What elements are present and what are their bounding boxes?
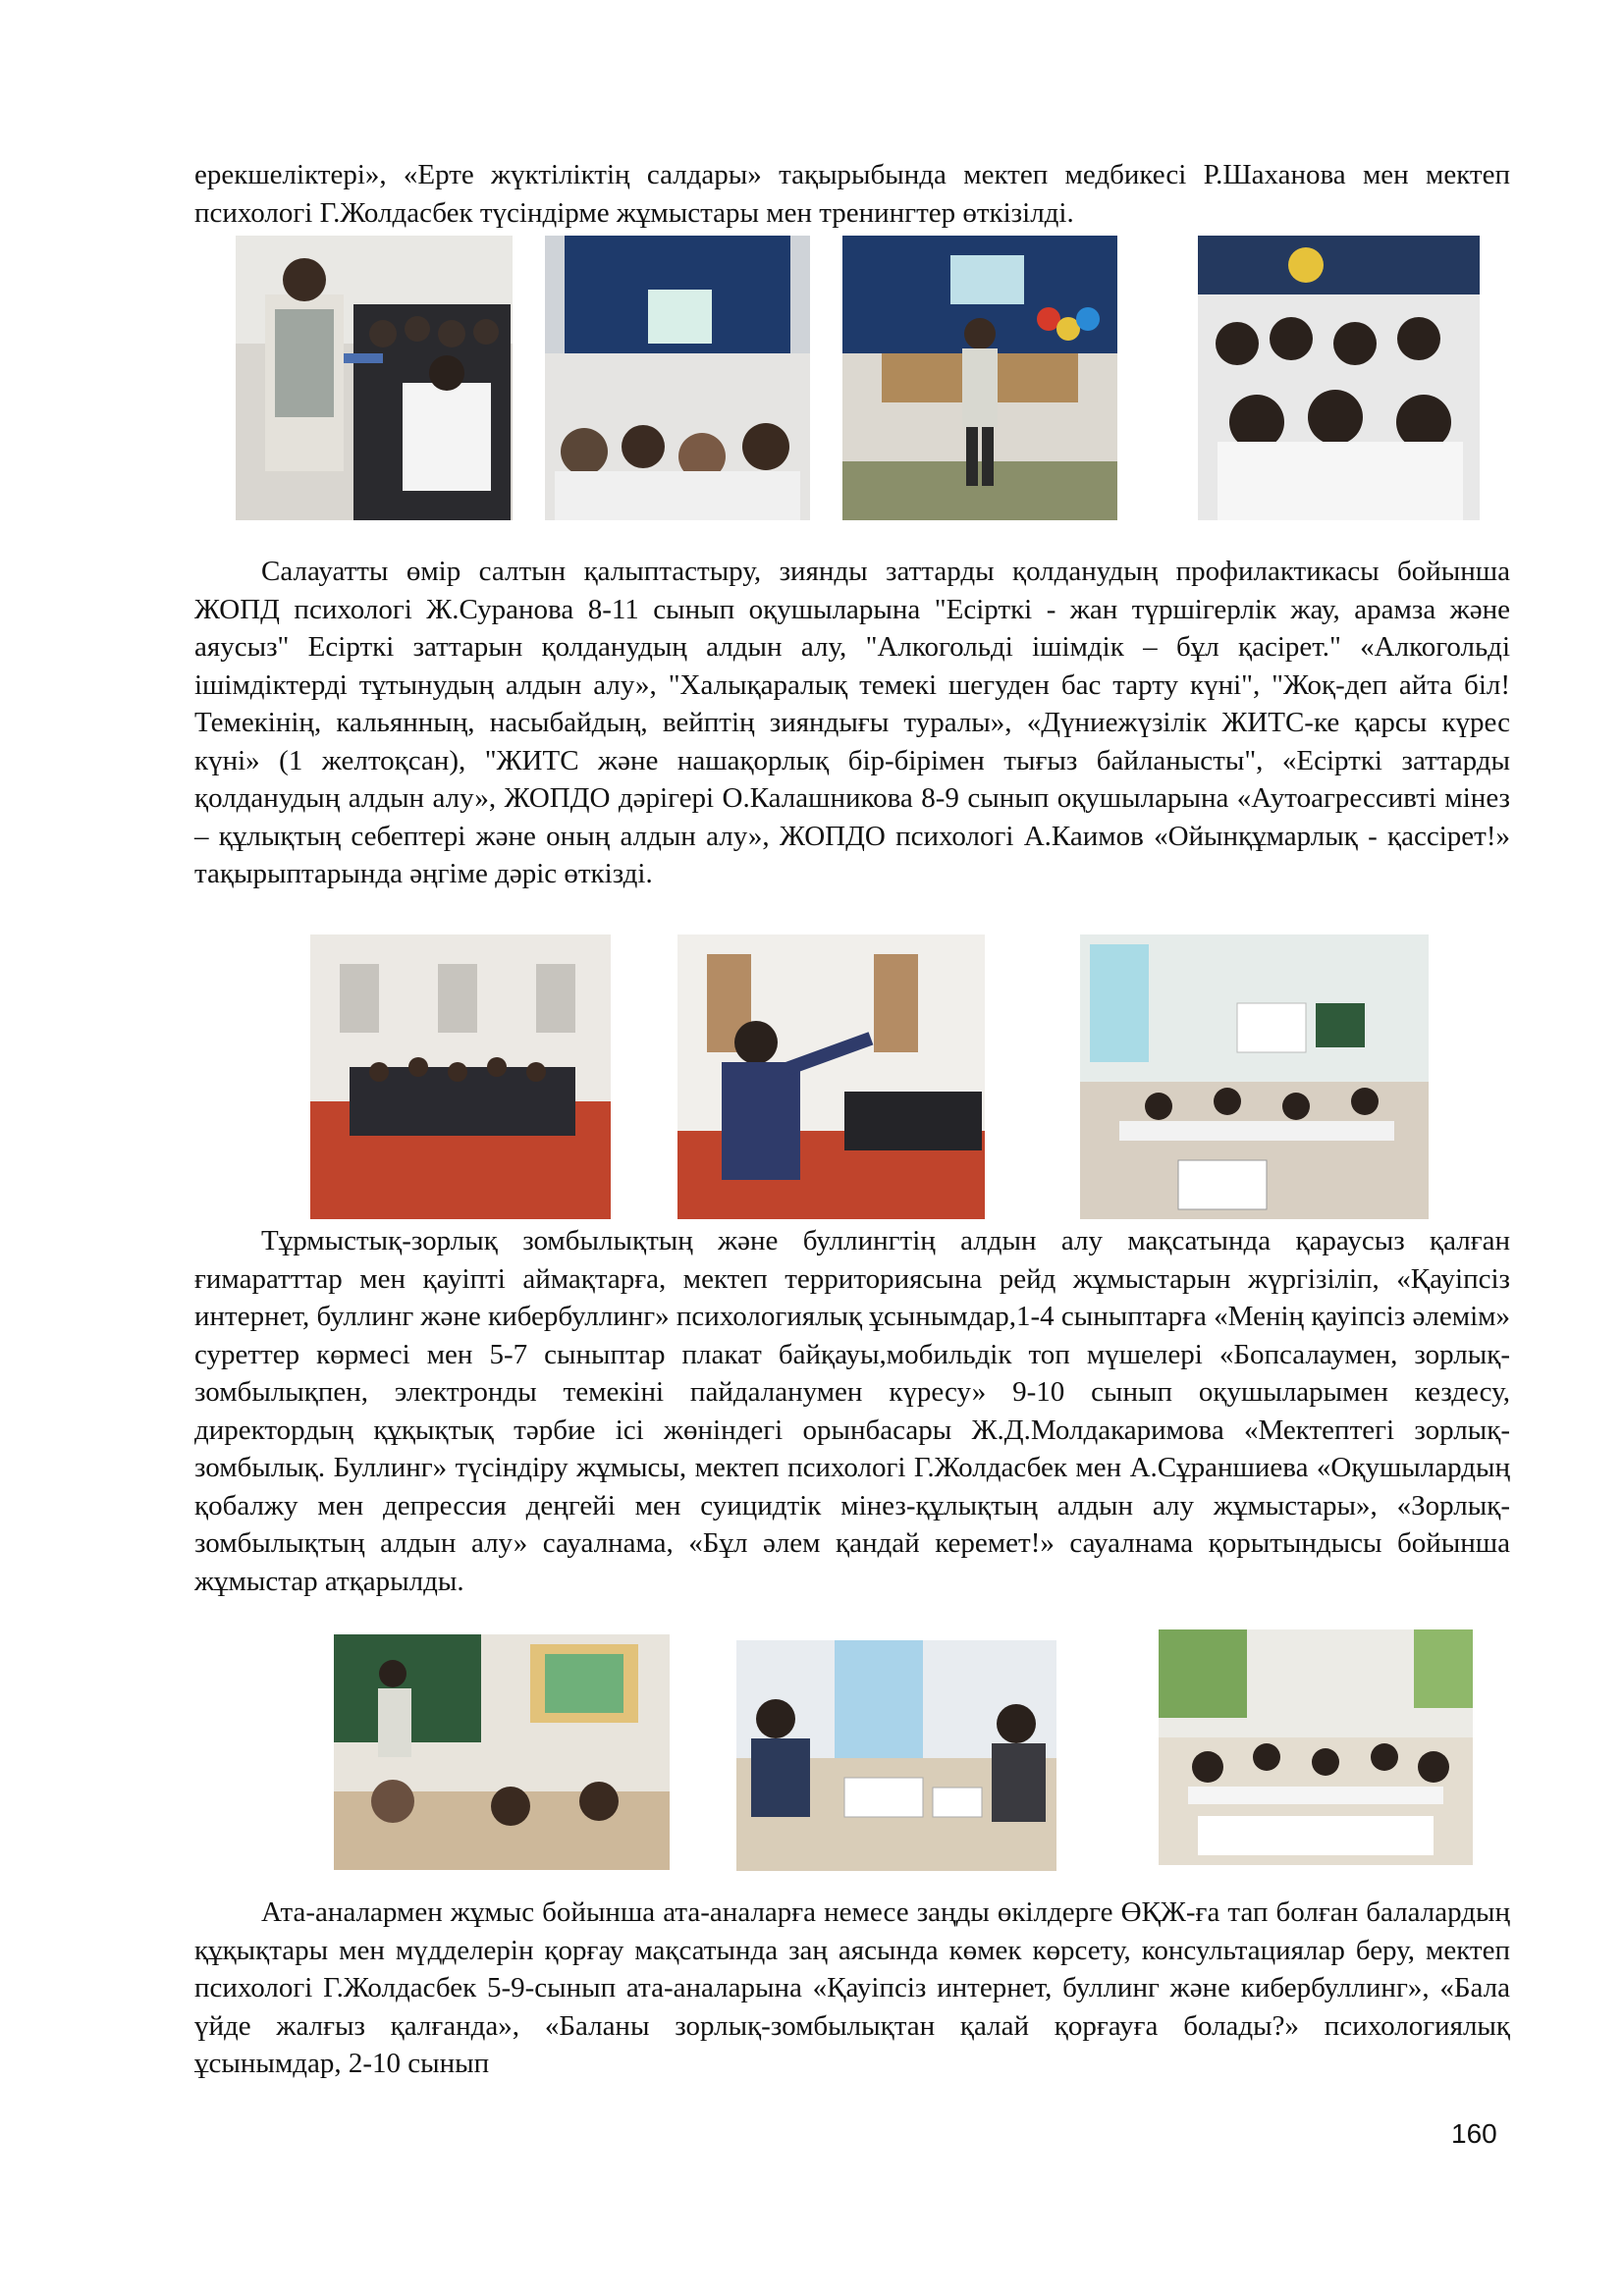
photo-classroom-2: [1159, 1629, 1473, 1865]
photo-classroom-teacher: [334, 1634, 670, 1870]
photo-desk-meeting: [736, 1640, 1056, 1871]
photo-speaker-gesturing: [677, 934, 985, 1219]
photo-gym-lecture: [310, 934, 611, 1219]
photo-assembly-hall-1: [545, 236, 810, 520]
photo-students-audience: [1198, 236, 1480, 520]
photo-nurse-training: [236, 236, 513, 520]
paragraph-4: Ата-аналармен жұмыс бойынша ата-аналарға немесе заңды өкілдерге ӨҚЖ-ға тап болған балалардың құқықтары мен мүдделерін қорғау мақсатында заң аясында көмек көрсету, консультациялар беру, мектеп психологі Г.Жолдасбек 5-9-сынып ата-аналарына «Қауіпсіз интернет, буллинг және кибербуллинг», «Бала үйде жалғыз қалғанда», «Баланы зорлық-зомбылықтан қалай қорғауға болады?» психологиялық ұсынымдар, 2-10 сынып: [194, 1896, 1510, 2079]
photo-speaker-stage: [842, 236, 1117, 520]
photo-classroom-1: [1080, 934, 1429, 1219]
paragraph-3: Тұрмыстық-зорлық зомбылықтың және буллингтің алдын алу мақсатында қараусыз қалған ғимаратттар мен қауіпті аймақтарға, мектеп территориясына рейд жұмыстарын жүргізіліп, «Қауіпсіз интернет, буллинг және кибербуллинг» психологиялық ұсынымдар,1-4 сыныптарға «Менің қауіпсіз әлемім» суреттер көрмесі мен 5-7 сыныптар плакат байқауы,мобильдік топ мүшелері «Бопсалаумен, зорлық-зомбылықпен, электронды темекіні пайдаланумен күресу» 9-10 сынып оқушыларымен кездесу, директордың құқықтық тәрбие ісі жөніндегі орынбасары Ж.Д.Молдакаримова «Мектептегі зорлық-зомбылық. Буллинг» түсіндіру жұмысы, мектеп психологі Г.Жолдасбек мен А.Сұраншиева «Оқушылардың қобалжу мен депрессия деңгейі мен суицидтік мінез-құлықтың алдын алу жұмыстары», «Зорлық-зомбылықтың алдын алу» сауалнама, «Бұл әлем қандай керемет!» сауалнама қорытындысы бойынша жұмыстар атқарылды.: [194, 1225, 1510, 1597]
paragraph-2: Салауатты өмір салтын қалыптастыру, зиянды заттарды қолданудың профилактикасы бойынша ЖОПД психологі Ж.Суранова 8-11 сынып оқушыларына "Есірткі - жан түршігерлік жау, арамза және аяусыз" Есірткі заттарын қолданудың алдын алу, "Алкогольді ішімдік – бұл қасірет." «Алкогольді ішімдіктерді тұтынудың алдын алу», "Халықаралық темекі шегуден бас тарту күні", "Жоқ-деп айта біл! Темекінің, кальянның, насыбайдың, вейптің зияндығы туралы», «Дүниежүзілік ЖИТС-ке қарсы күрес күні» (1 желтоқсан), "ЖИТС және нашақорлық бір-бірімен тығыз байланысты", «Есірткі заттарды қолданудың алдын алу», ЖОПДО дәрігері О.Калашникова 8-9 сынып оқушыларына «Аутоагрессивті мінез – құлықтың себептері және оның алдын алу», ЖОПДО психологі А.Каимов «Ойынқұмарлық - қассірет!» тақырыптарында әңгіме дәріс өткізді.: [194, 556, 1510, 889]
paragraph-1: ерекшеліктері», «Ерте жүктіліктің салдары» тақырыбында мектеп медбикесі Р.Шаханова мен мектеп психологі Г.Жолдасбек түсіндірме жұмыстары мен тренингтер өткізілді.: [194, 159, 1510, 229]
page-number: 160: [1451, 2118, 1497, 2149]
